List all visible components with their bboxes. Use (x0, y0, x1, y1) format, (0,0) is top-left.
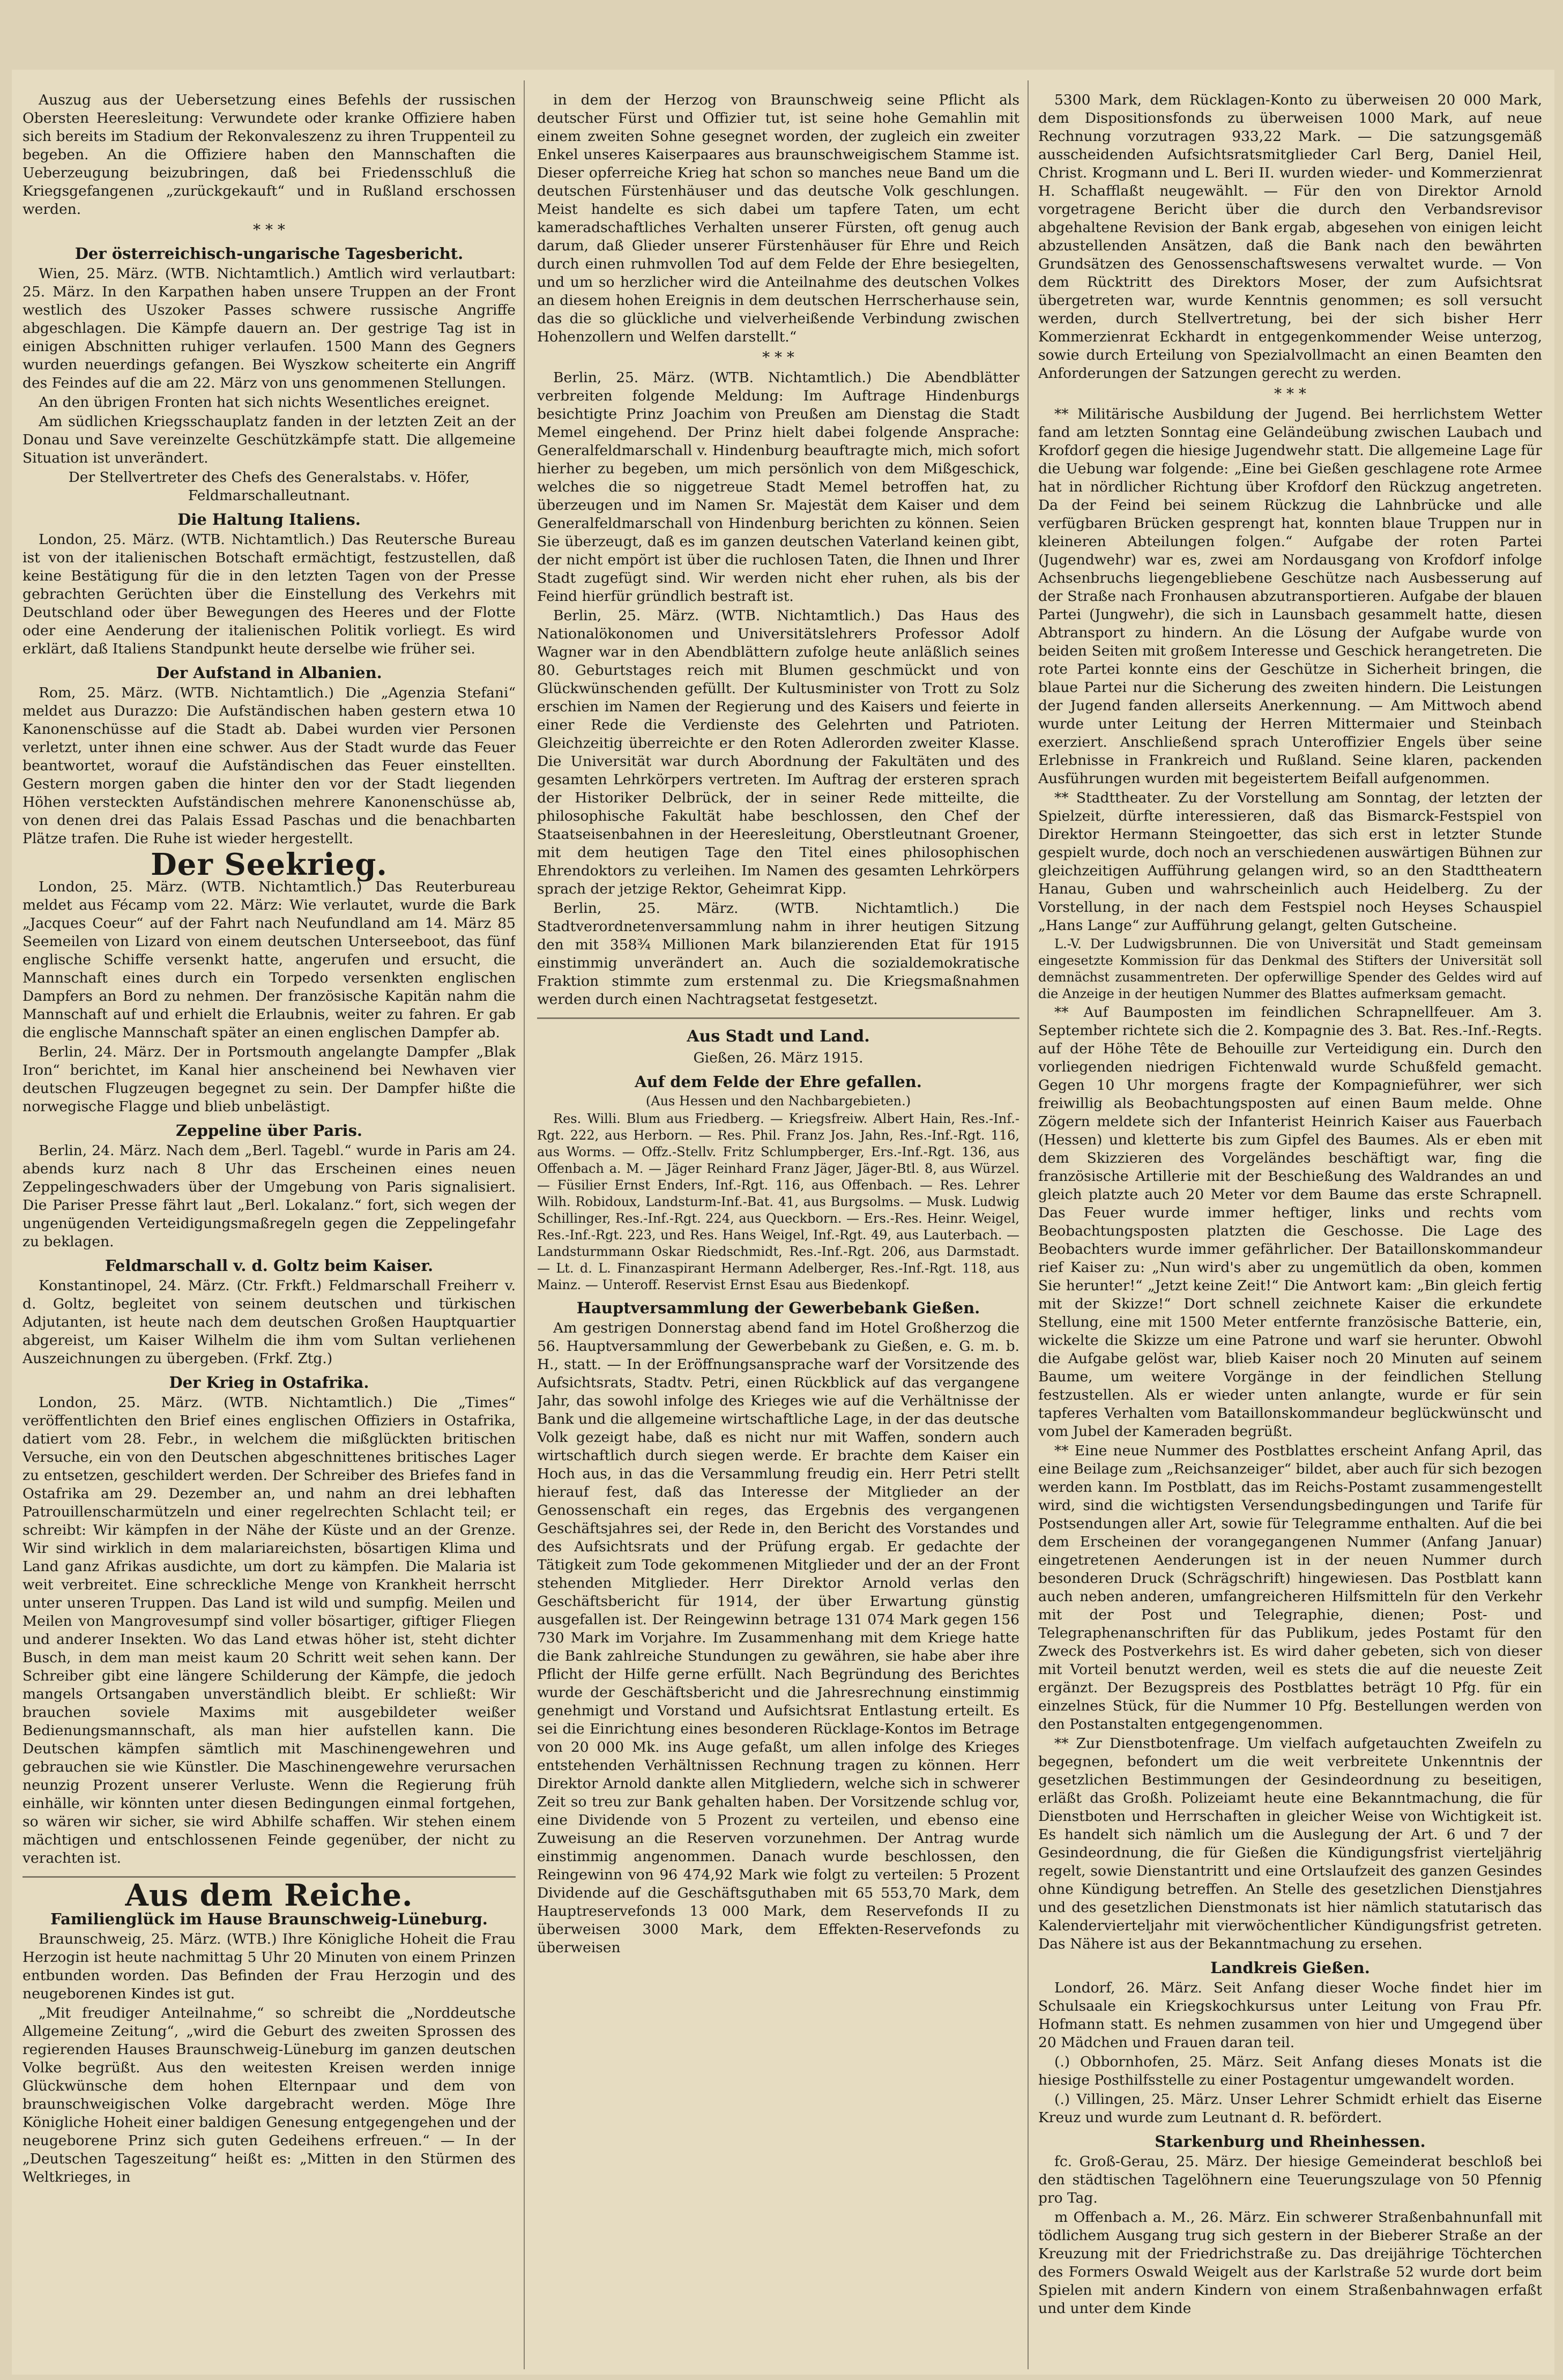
column-left (23, 91, 516, 2369)
article-paragraph: Am südlichen Kriegsschauplatz fanden in der letzten Zeit an der Donau und Save vereinzelte Geschützkämpfe statt. Die allgemeine Situation ist unverändert. (23, 413, 516, 466)
column-right (1038, 91, 1542, 2369)
article-paragraph: Rom, 25. März. (WTB. Nichtamtlich.) Die „Agenzia Stefani“ meldet aus Durazzo: Die Aufständischen haben gestern etwa 10 Kanonenschüsse auf die Stadt ab. Dabei wurden vier Personen verletzt, unter ihnen eine schwer. Aus der Stadt wurde das Feuer beantwortet, worauf die Aufständischen das Feuer einstellten. Gestern morgen gaben die hinter den vor der Stadt liegenden Höhen versteckten Aufständischen mehrere Kanonenschüsse ab, von denen drei das Palais Essad Paschas und die benachbarten Plätze trafen. Die Ruhe ist wieder hergestellt. (23, 685, 516, 847)
separator: * * * (1274, 385, 1306, 403)
article-headline: Familienglück im Hause Braunschweig-Lüneburg. (50, 1910, 488, 1928)
article-paragraph: London, 25. März. (WTB. Nichtamtlich.) Das Reutersche Bureau ist von der italienischen Botschaft ermächtigt, festzustellen, daß keine Bestätigung für die in den letzten Tagen von der Presse gebrachten Gerüchten über die Einstellung des Verkehrs mit Deutschland oder über Bewegungen des Heeres und der Flotte oder eine Aenderung der italienischen Politik vorliegt. Es wird erklärt, daß Italiens Standpunkt heute derselbe wie früher sei. (23, 531, 516, 657)
article-headline: Landkreis Gießen. (1210, 1959, 1370, 1977)
article-paragraph: L.-V. Der Ludwigsbrunnen. Die von Universität und Stadt gemeinsam eingesetzte Kommission für das Denkmal des Stifters der Universität soll demnächst zusammentreten. Der opferwillige Spender des Geldes wird auf die Anzeige in der heutigen Nummer des Blattes aufmerksam gemacht. (1038, 936, 1542, 1001)
article-headline: Feldmarschall v. d. Goltz beim Kaiser. (105, 1256, 434, 1275)
section-headline: Aus dem Reiche. (125, 1878, 413, 1913)
article-paragraph: Konstantinopel, 24. März. (Ctr. Frkft.) Feldmarschall Freiherr v. d. Goltz, begleitet von seinem deutschen und türkischen Adjutanten, ist heute nach dem deutschen Großen Hauptquartier abgereist, um Kaiser Wilhelm die ihm vom Sultan verliehenen Auszeichnungen zu übergeben. (Frkf. Ztg.) (23, 1277, 516, 1367)
article-paragraph: ** Stadttheater. Zu der Vorstellung am Sonntag, der letzten der Spielzeit, dürfte interessieren, daß das Bismarck-Festspiel von Direktor Hermann Steingoetter, das sich erst in letzter Stunde gespielt wurde, doch noch an verschiedenen auswärtigen Bühnen zur gleichzeitigen Aufführung gelangen wird, so an den Stadttheatern Hanau, Guben und wahrscheinlich auch Heidelberg. Zu der Vorstellung, in der nach dem Festspiel noch Heyses Schauspiel „Hans Lange“ zur Aufführung gelangt, gelten Gutscheine. (1038, 790, 1542, 934)
article-paragraph: ** Eine neue Nummer des Postblattes erscheint Anfang April, das eine Beilage zum „Reichsanzeiger“ bildet, aber auch für sich bezogen werden kann. Im Postblatt, das im Reichs-Postamt zusammengestellt wird, sind die wichtigsten Versendungsbedingungen und Tarife für Postsendungen aller Art, sowie für Telegramme enthalten. Auf die bei dem Erscheinen der vorangegangenen Nummer (Anfang Januar) eingetretenen Aenderungen ist in der neuen Nummer durch besonderen Druck (Schrägschrift) hingewiesen. Das Postblatt kann auch neben anderen, umfangreicheren Hilfsmitteln für den Verkehr mit der Post und Telegraphie, dienen; Post- und Telegraphenanschriften für das Publikum, jedes Postamt für den Zweck des Postverkehrs ist. Es wird daher gebeten, sich von dieser mit Vorteil benutzt werden, weil es stets die auf die neueste Zeit ergänzt. Der Bezugspreis des Postblattes beträgt 10 Pfg. für ein einzelnes Stück, für die Nummer 10 Pfg. Bestellungen werden von den Postanstalten entgegengenommen. (1038, 1442, 1542, 1732)
separator: * * * (253, 221, 285, 239)
article-headline: Auf dem Felde der Ehre gefallen. (635, 1073, 922, 1091)
section-divider (537, 1017, 1019, 1019)
article-paragraph: Berlin, 24. März. Der in Portsmouth angelangte Dampfer „Blak Iron“ berichtet, im Kanal hier anscheinend bei Newhaven vier deutschen Flugzeugen begegnet zu sein. Der Dampfer hißte die norwegische Flagge und blieb unbelästigt. (23, 1044, 516, 1115)
article-paragraph: Berlin, 24. März. Nach dem „Berl. Tagebl.“ wurde in Paris am 24. abends kurz nach 8 Uhr das Erscheinen eines neuen Zeppelingeschwaders über der Umgebung von Paris signalisiert. Die Pariser Presse fährt laut „Berl. Lokalanz.“ fort, sich wegen der ungenügenden Verteidigungsmaßregeln gegen die Zeppelingefahr zu beklagen. (23, 1142, 516, 1250)
article-paragraph: ** Auf Baumposten im feindlichen Schrapnellfeuer. Am 3. September richtete sich die 2. Kompagnie des 3. Bat. Res.-Inf.-Regts. auf der Höhe Tête de Behouille zur Verteidigung ein. Durch den vorliegenden niedrigen Fichtenwald wurde Schußfeld gemacht. Gegen 10 Uhr morgens fragte der Kompagnieführer, wer sich freiwillig als Beobachtungsposten auf einen Baum melde. Ohne Zögern meldete sich der Infanterist Heinrich Kaiser aus Fauerbach (Hessen) und kletterte bis zum Gipfel des Baumes. Als er eben mit dem Skizzieren des Vorgeländes beschäftigt war, fing die französische Artillerie mit der Beschießung des Waldrandes an und gleich platzte auch 20 Meter vor dem Baume das erste Schrapnell. Das Feuer wurde immer heftiger, links und rechts vom Beobachtungsposten platzten die Geschosse. Die Lage des Beobachters wurde immer gefährlicher. Der Bataillonskommandeur rief Kaiser zu: „Nun wird's aber zu ungemütlich da oben, kommen Sie herunter!“ „Jetzt keine Zeit!“ Die Antwort kam: „Bin gleich fertig mit der Skizze!“ Dort schnell zeichnete Kaiser die erkundete Stellung, eine mit 1500 Meter entfernte französische Batterie, ein, wickelte die Skizze um eine Patrone und warf sie herunter. Obwohl die Aufgabe gelöst war, blieb Kaiser noch 20 Minuten auf seinem Baume, um weitere Vorgänge in der feindlichen Stellung festzustellen. Als er wieder unten anlangte, wurde er für sein tapferes Verhalten vom Bataillonskommandeur beglückwünscht und vom Jubel der Kameraden begrüßt. (1038, 1004, 1542, 1440)
section-headline: Aus Stadt und Land. (687, 1027, 870, 1046)
article-paragraph: An den übrigen Fronten hat sich nichts Wesentliches ereignet. (39, 394, 490, 411)
article-paragraph: Wien, 25. März. (WTB. Nichtamtlich.) Amtlich wird verlautbart: 25. März. In den Karpathen haben unsere Truppen an der Front westlich des Uszoker Passes schwere russische Angriffe abgeschlagen. Die Kämpfe dauern an. Der gestrige Tag ist in einigen Abschnitten ruhiger verlaufen. 1500 Mann des Gegners wurden neuerdings gefangen. Bei Wyszkow scheiterte ein Angriff des Feindes auf die am 22. März von uns genommenen Stellungen. (23, 265, 516, 391)
section-headline: Der Seekrieg. (151, 847, 388, 882)
article-paragraph: Londorf, 26. März. Seit Anfang dieser Woche findet hier im Schulsaale ein Kriegskochkursus unter Leitung von Frau Pfr. Hofmann statt. Es nehmen zusammen von hier und Umgegend über 20 Mädchen und Frauen daran teil. (1038, 1980, 1542, 2051)
article-paragraph: ** Zur Dienstbotenfrage. Um vielfach aufgetauchten Zweifeln zu begegnen, befondert um die weit verbreitete Unkenntnis der gesetzlichen Bestimmungen der Gesindeordnung zu beseitigen, erläßt das Großh. Polizeiamt heute eine Bekanntmachung, die für Dienstboten und Herrschaften in gleicher Weise von Wichtigkeit ist. Es handelt sich nämlich um die Auslegung der Art. 6 und 7 der Gesindeordnung, die für Gießen die Kündigungsfrist vierteljährig regelt, sowie Dienstantritt und eine Ortslaufzeit des ganzen Gesindes ohne Kündigung betreffen. An Stelle des gesetzlichen Dienstjahres und des gesetzlichen Dienstmonats ist hier nämlich statutarisch das Kalendervierteljahr mit vierwöchentlicher Kündigungsfrist getreten. Das Nähere ist aus der Bekanntmachung zu ersehen. (1038, 1735, 1542, 1952)
article-paragraph: Braunschweig, 25. März. (WTB.) Ihre Königliche Hoheit die Frau Herzogin ist heute nachmittag 5 Uhr 20 Minuten von einem Prinzen entbunden worden. Das Befinden der Frau Herzogin und des neugeborenen Kindes ist gut. (23, 1931, 516, 2002)
article-paragraph: Berlin, 25. März. (WTB. Nichtamtlich.) Das Haus des Nationalökonomen und Universitätslehrers Professor Adolf Wagner war in den Abendblättern zufolge heute anläßlich seines 80. Geburtstages reich mit Blumen geschmückt und von Glückwünschenden gefüllt. Der Kultusminister von Trott zu Solz erschien im Namen der Regierung und des Kaisers und feierte in einer Rede die Verdienste des Gelehrten und Patrioten. Gleichzeitig überreichte er den Roten Adlerorden zweiter Klasse. Die Universität war durch Abordnung der Fakultäten und des gesamten Lehrkörpers vertreten. Im Auftrag der ersteren sprach der Historiker Delbrück, der in seiner Rede mitteilte, die philosophische Fakultät habe beschlossen, den Chef der Staatseisenbahnen in der Heeresleitung, Oberstleutnant Groener, mit dem heutigen Tage den Titel eines philosophischen Ehrendoktors zu verleihen. Im Namen des gesamten Lehrkörpers sprach der jetzige Rektor, Geheimrat Kipp. (537, 607, 1019, 897)
article-paragraph: London, 25. März. (WTB. Nichtamtlich.) Die „Times“ veröffentlichten den Brief eines englischen Offiziers in Ostafrika, datiert vom 28. Febr., in welchem die mißglückten britischen Versuche, ein von den Deutschen abgeschnittenes britisches Lager zu entsetzen, geschildert werden. Der Schreiber des Briefes fand in Ostafrika am 29. Dezember an, und nahm an drei lebhaften Patrouillenscharmützeln und einer regelrechten Schlacht teil; er schreibt: Wir kämpfen in der Nähe der Küste und an der Grenze. Wir sind wirklich in dem malariareichsten, bösartigen Klima und Land ganz Afrikas ausdichte, um dort zu kämpfen. Die Malaria ist weit verbreitet. Eine schreckliche Menge von Krankheit herrscht unter unseren Truppen. Das Land ist wild und sumpfig. Meilen und Meilen von Mangrovesumpf sind voller bösartiger, giftiger Fliegen und anderer Insekten. Wo das Land etwas höher ist, steht dichter Busch, in dem man meist kaum 20 Schritt weit sehen kann. Der Schreiber gibt eine längere Schilderung der Kämpfe, die jedoch mangels Ortsangaben unverständlich bleibt. Er schließt: Wir brauchen soviele Maxims mit ausgebildeter weißer Bedienungsmannschaft, als man hier aufstellen kann. Die Deutschen kämpfen sämtlich mit Maschinengewehren und gebrauchen sie wie Künstler. Die Maschinengewehre verursachen neunzig Prozent unserer Verluste. Wenn die Regierung früh einhälle, wir könnten unter diesen Bedingungen einmal fortgehen, so wären wir sicher, sie wird Abhilfe schaffen. Wir stehen einem mächtigen und entschlossenen Feinde gegenüber, der nicht zu verachten ist. (23, 1394, 516, 1866)
article-paragraph: m Offenbach a. M., 26. März. Ein schwerer Straßenbahnunfall mit tödlichem Ausgang trug sich gestern in der Bieberer Straße an der Kreuzung mit der Friedrichstraße zu. Das dreijährige Töchterchen des Formers Oswald Weigelt aus der Karlstraße 52 wurde dort beim Spielen mit andern Kindern von einem Straßenbahnwagen erfaßt und unter dem Kinde (1038, 2209, 1542, 2317)
article-headline: Die Haltung Italiens. (177, 510, 361, 529)
article-paragraph: in dem der Herzog von Braunschweig seine Pflicht als deutscher Fürst und Offizier tut, ist seine hohe Gemahlin mit einem zweiten Sohne gesegnet worden, der zugleich ein zweiter Enkel unseres Kaiserpaares aus braunschweigischem Stamme ist. Dieser opferreiche Krieg hat schon so manches neue Band um die deutschen Fürstenhäuser und das deutsche Volk geschlungen. Meist handelte es sich dabei um tapfere Taten, um echt kameradschaftliches Verhalten unserer Fürsten, oft genug auch darum, daß Glieder unserer Fürstenhäuser für Ehre und Reich durch einen ruhmvollen Tod auf dem Felde der Ehre besiegelten, und um so herzlicher wird die Anteilnahme des deutschen Volkes an diesem hohen Ereignis in dem deutschen Herrscherhause sein, das die so glückliche und vielverheißende Verbindung zwischen Hohenzollern und Welfen darstellt.“ (537, 92, 1019, 345)
article-paragraph: (.) Obbornhofen, 25. März. Seit Anfang dieses Monats ist die hiesige Posthilfsstelle zu einer Postagentur umgewandelt worden. (1038, 2054, 1542, 2088)
separator: * * * (762, 348, 794, 366)
article-paragraph: Res. Willi. Blum aus Friedberg. — Kriegsfreiw. Albert Hain, Res.-Inf.-Rgt. 222, aus Herborn. — Res. Phil. Franz Jos. Jahn, Res.-Inf.-Rgt. 116, aus Worms. — Offz.-Stellv. Fritz Schlumpberger, Ers.-Inf.-Rgt. 136, aus Offenbach a. M. — Jäger Reinhard Franz Jäger, Jäger-Btl. 8, aus Würzel. — Füsilier Ernst Enders, Inf.-Rgt. 116, aus Offenbach. — Res. Lehrer Wilh. Robidoux, Landsturm-Inf.-Bat. 41, aus Burgsolms. — Musk. Ludwig Schillinger, Res.-Inf.-Rgt. 224, aus Queckborn. — Ers.-Res. Heinr. Weigel, Res.-Inf.-Rgt. 223, und Res. Hans Weigel, Inf.-Rgt. 49, aus Lauterbach. — Landsturmmann Oskar Riedschmidt, Res.-Inf.-Rgt. 206, aus Darmstadt. — Lt. d. L. Finanzaspirant Hermann Adelberger, Res.-Inf.-Rgt. 118, aus Mainz. — Unteroff. Reservist Ernst Esau aus Biedenkopf. (537, 1111, 1019, 1292)
article-paragraph: 5300 Mark, dem Rücklagen-Konto zu überweisen 20 000 Mark, dem Dispositionsfonds zu überweisen 1000 Mark, auf neue Rechnung vorzutragen 933,22 Mark. — Die satzungsgemäß ausscheidenden Aufsichtsratsmitglieder Carl Berg, Daniel Heil, Christ. Krogmann und L. Beri II. wurden wieder- und Kommerzienrat H. Schafflaßt neugewählt. — Für den von Direktor Arnold vorgetragene Bericht über die durch den Verbandsrevisor abgehaltene Revision der Bank ergab, abgesehen von einigen leicht abzustellenden Ansätzen, daß die Bank nach den bewährten Grundsätzen des Genossenschaftswesens verwaltet wurde. — Von dem Rücktritt des Direktors Moser, der zum Aufsichtsrat übergetreten war, wurde Kenntnis genommen; es soll versucht werden, durch Stellvertretung, bei der sich bisher Herr Kommerzienrat Eckhardt in entgegenkommender Weise unterzog, sowie durch Erteilung von Spezialvollmacht an einen Beamten den Anforderungen der Satzungen gerecht zu werden. (1038, 92, 1542, 382)
section-divider (23, 1876, 516, 1878)
article-headline: Hauptversammlung der Gewerbebank Gießen. (576, 1299, 980, 1317)
column-middle (537, 91, 1019, 2369)
newspaper-page (12, 70, 1554, 2375)
article-subheadline: (Aus Hessen und den Nachbargebieten.) (645, 1094, 911, 1109)
article-paragraph: ** Militärische Ausbildung der Jugend. Bei herrlichstem Wetter fand am letzten Sonntag eine Geländeübung zwischen Laubach und Krofdorf gegen die hiesige Jugendwehr statt. Die allgemeine Lage für die Uebung war folgende: „Eine bei Gießen geschlagene rote Armee hat in nördlicher Richtung über Krofdorf den Rückzug angetreten. Da der Feind bei seinem Rückzug die Lahnbrücke und alle verfügbaren Brücken gesprengt hat, konnten blaue Truppen nur in kleineren Abteilungen folgen.“ Aufgabe der roten Partei (Jugendwehr) war es, zwei am Nordausgang von Krofdorf infolge Achsenbruchs liegengebliebene Geschütze nach Ausbesserung auf der Straße nach Fronhausen abzutransportieren. Aufgabe der blauen Partei (Jungwehr), die sich in Launsbach gesammelt hatte, diesen Abtransport zu hindern. An die Lösung der Aufgabe wurde von beiden Seiten mit großem Interesse und Geschick herangetreten. Die rote Partei konnte eins der Geschütze in Sicherheit bringen, die blaue Partei nur die Sicherung des zweiten hindern. Die Leistungen der Jugend fanden allerseits Anerkennung. — Am Mittwoch abend wurde unter Leitung der Herren Mittermaier und Steinbach exerziert. Anschließend sprach Unteroffizier Engels über seine Erlebnisse in Frankreich und Rußland. Seine klaren, packenden Ausführungen wurden mit begeistertem Beifall aufgenommen. (1038, 406, 1542, 787)
article-headline: Der österreichisch-ungarische Tagesbericht. (75, 244, 464, 263)
article-paragraph: (.) Villingen, 25. März. Unser Lehrer Schmidt erhielt das Eiserne Kreuz und wurde zum Leutnant d. R. befördert. (1038, 2091, 1542, 2126)
article-paragraph: London, 25. März. (WTB. Nichtamtlich.) Das Reuterbureau meldet aus Fécamp vom 22. März: Wie verlautet, wurde die Bark „Jacques Coeur“ auf der Fahrt nach Neufundland am 14. März 85 Seemeilen von Lizard von einem deutschen Unterseeboot, das fünf englische Schiffe versenkt hatte, angerufen und ersucht, die Mannschaft eines durch ein Torpedo versenkten englischen Dampfers an Bord zu nehmen. Der französische Kapitän nahm die Mannschaft auf und erhielt die Erlaubnis, weiter zu fahren. Er gab die englische Mannschaft später an einen englischen Dampfer ab. (23, 879, 516, 1041)
article-paragraph: Auszug aus der Uebersetzung eines Befehls der russischen Obersten Heeresleitung: Verwundete oder kranke Offiziere haben sich bereits im Stadium der Rekonvaleszenz zu ihren Truppenteil zu begeben. An die Offiziere haben den Mannschaften die Ueberzeugung beizubringen, daß bei Friedensschluß die Kriegsgefangenen „zurückgekauft“ und in Rußland erschossen werden. (23, 92, 516, 218)
article-paragraph: „Mit freudiger Anteilnahme,“ so schreibt die „Norddeutsche Allgemeine Zeitung“, „wird die Geburt des zweiten Sprossen des regierenden Hauses Braunschweig-Lüneburg im ganzen deutschen Volke begrüßt. Aus den weitesten Kreisen werden innige Glückwünsche dem hohen Elternpaar und dem von braunschweigischen Volke dargebracht werden. Möge Ihre Königliche Hoheit einer baldigen Genesung entgegengehen und der neugeborene Prinz sich guten Gedeihens erfreuen.“ — In der „Deutschen Tageszeitung“ heißt es: „Mitten in den Stürmen des Weltkrieges, in (23, 2005, 516, 2185)
article-headline: Der Aufstand in Albanien. (156, 664, 382, 682)
article-paragraph: Berlin, 25. März. (WTB. Nichtamtlich.) Die Abendblätter verbreiten folgende Meldung: Im Auftrage Hindenburgs besichtigte Prinz Joachim von Preußen am Dienstag die Stadt Memel eingehend. Der Prinz hielt dabei folgende Ansprache: Generalfeldmarschall v. Hindenburg beauftragte mich, mich sofort hierher zu begeben, um mich persönlich von dem Mißgeschick, welches die so niggetreue Stadt Memel betroffen hat, zu überzeugen und im Namen Sr. Majestät dem Kaiser und dem Generalfeldmarschall von Hindenburg berichten zu können. Seien Sie überzeugt, daß es im ganzen deutschen Vaterland keinen gibt, der nicht empört ist über die ruchlosen Taten, die Ihnen und Ihrer Stadt zugefügt sind. Wir werden nicht eher ruhen, als bis der Feind hierfür gründlich bestraft ist. (537, 369, 1019, 605)
signature: Der Stellvertreter des Chefs des Generalstabs. v. Höfer, Feldmarschalleutnant. (68, 469, 470, 504)
column-rule (524, 80, 525, 2369)
article-headline: Zeppeline über Paris. (175, 1121, 362, 1140)
article-paragraph: fc. Groß-Gerau, 25. März. Der hiesige Gemeinderat beschloß bei den städtischen Tagelöhnern eine Teuerungszulage von 50 Pfennig pro Tag. (1038, 2153, 1542, 2206)
dateline: Gießen, 26. März 1915. (693, 1050, 864, 1066)
article-headline: Starkenburg und Rheinhessen. (1155, 2132, 1426, 2151)
article-paragraph: Am gestrigen Donnerstag abend fand im Hotel Großherzog die 56. Hauptversammlung der Gewerbebank zu Gießen, e. G. m. b. H., statt. — In der Eröffnungsansprache warf der Vorsitzende des Aufsichtsrats, Stadtv. Petri, einen Rückblick auf das vergangene Jahr, das sowohl infolge des Krieges wie auf die Verhältnisse der Bank und die allgemeine wirtschaftliche Lage, in der das deutsche Volk gezeigt habe, daß es nicht nur mit Waffen, sondern auch wirtschaftlich durch siegen werde. Er brachte dem Kaiser ein Hoch aus, in das die Versammlung freudig ein. Herr Petri stellt hierauf fest, daß das Interesse der Mitglieder an der Genossenschaft ein reges, das Ergebnis des vergangenen Geschäftsjahres sei, der Rede in, den Bericht des Vorstandes und des Aufsichtsrats und der Prüfung ergab. Er gedachte der Tätigkeit zum Tode gekommenen Mitglieder und der an der Front stehenden Mitglieder. Herr Direktor Arnold verlas den Geschäftsbericht für 1914, der über Erwartung günstig ausgefallen ist. Der Reingewinn betrage 131 074 Mark gegen 156 730 Mark im Vorjahre. Im Zusammenhang mit dem Kriege hatte die Bank zahlreiche Stundungen zu gewähren, sie habe aber ihre Pflicht der Hilfe gerne erfüllt. Nach Begründung des Berichtes wurde der Geschäftsbericht und die Jahresrechnung einstimmig genehmigt und Vorstand und Aufsichtsrat Entlastung erteilt. Es sei die Einrichtung eines besonderen Rücklage-Kontos im Betrage von 20 000 Mk. ins Auge gefaßt, um allen infolge des Krieges entstehenden Verhältnissen Rechnung tragen zu können. Herr Direktor Arnold dankte allen Mitgliedern, welche sich in schwerer Zeit so treu zur Bank gehalten haben. Der Vorsitzende schlug vor, eine Dividende von 5 Prozent zu verteilen, und ebenso eine Zuweisung an die Reserven vorzunehmen. Der Antrag wurde einstimmig angenommen. Danach wurde beschlossen, den Reingewinn von 96 474,92 Mark wie folgt zu verteilen: 5 Prozent Dividende auf die Geschäftsguthaben mit 65 553,70 Mark, dem Hauptreservefonds 13 000 Mark, dem Reservefonds II zu überweisen 3000 Mark, dem Effekten-Reservefonds zu überweisen (537, 1320, 1019, 1956)
column-rule (1028, 80, 1029, 2369)
article-headline: Der Krieg in Ostafrika. (169, 1373, 369, 1392)
article-paragraph: Berlin, 25. März. (WTB. Nichtamtlich.) Die Stadtverordnetenversammlung nahm in ihrer heutigen Sitzung den mit 358¾ Millionen Mark bilanzierenden Etat für 1915 einstimmig unverändert an. Auch die sozialdemokratische Fraktion stimmte zum erstenmal zu. Die Kriegsmaßnahmen werden durch einen Nachtragsetat festgesetzt. (537, 900, 1019, 1008)
